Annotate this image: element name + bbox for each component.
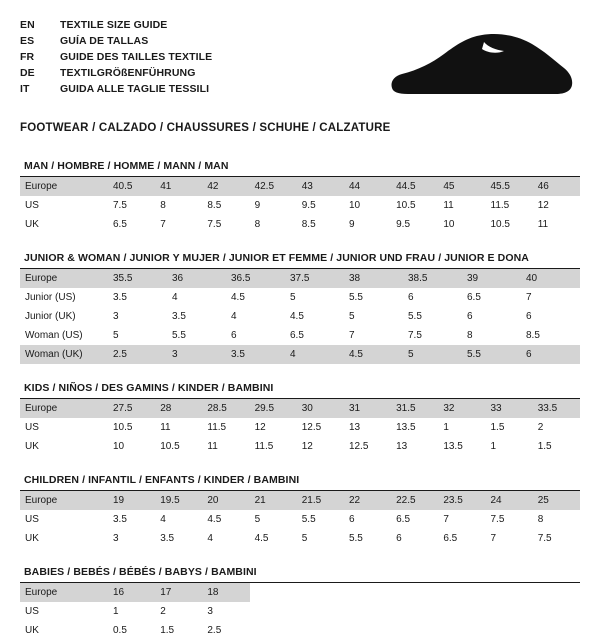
size-cell: 8.5	[207, 200, 222, 211]
size-cell: 30	[297, 399, 344, 418]
size-cell: 0.5	[113, 625, 127, 636]
size-cell: 6.5	[113, 219, 127, 230]
size-section-title: KIDS / NIÑOS / DES GAMINS / KINDER / BAMBINI	[20, 378, 580, 399]
size-cell: 8.5	[301, 219, 316, 230]
size-cell: 24	[486, 491, 533, 510]
size-cell: 7.5	[113, 200, 127, 211]
size-cell: 8	[537, 514, 544, 525]
size-cell: 4	[160, 514, 166, 525]
size-cell	[250, 621, 297, 640]
size-cell: 1	[113, 606, 119, 617]
size-cell: 4	[231, 311, 237, 322]
row-label: US	[25, 422, 39, 433]
row-label: Europe	[20, 269, 108, 288]
size-cell: 5.5	[462, 345, 521, 364]
size-cell: 6	[521, 345, 580, 364]
size-cell: 1	[443, 422, 449, 433]
table-row	[20, 437, 580, 456]
table-row	[20, 215, 580, 234]
size-cell: 6	[231, 330, 237, 341]
size-cell: 5.5	[349, 292, 363, 303]
size-cell: 5.5	[172, 330, 186, 341]
size-cell	[344, 621, 391, 640]
size-cell: 29.5	[250, 399, 297, 418]
size-section-title: MAN / HOMBRE / HOMME / MANN / MAN	[20, 156, 580, 177]
size-cell: 3.5	[113, 514, 127, 525]
size-cell: 1.5	[160, 625, 175, 636]
language-code: DE	[20, 67, 35, 79]
size-cell	[486, 602, 533, 621]
size-cell: 10.5	[490, 219, 510, 230]
size-cell	[533, 583, 580, 602]
size-cell: 40.5	[108, 177, 155, 196]
size-cell: 12	[301, 441, 313, 452]
table-row	[20, 399, 580, 418]
row-label: Junior (UK)	[25, 311, 76, 322]
section-gap	[20, 234, 580, 248]
size-cell: 10	[443, 219, 455, 230]
size-tables-container	[20, 156, 580, 640]
language-text: GUIDA ALLE TAGLIE TESSILI	[60, 83, 210, 95]
table-row	[20, 288, 580, 307]
size-cell: 6	[526, 311, 532, 322]
language-code: EN	[20, 19, 35, 31]
size-cell: 13	[348, 422, 361, 433]
size-cell: 6	[467, 311, 473, 322]
size-cell: 27.5	[108, 399, 155, 418]
size-cell: 5	[349, 311, 355, 322]
size-cell: 3	[207, 606, 213, 617]
row-label: Woman (US)	[25, 330, 83, 341]
size-cell: 7.5	[537, 533, 552, 544]
size-cell: 6.5	[467, 292, 481, 303]
size-cell: 35.5	[108, 269, 167, 288]
size-cell: 12.5	[348, 441, 369, 452]
size-section	[20, 156, 580, 234]
size-cell: 2.5	[108, 345, 167, 364]
size-cell: 9	[254, 200, 261, 211]
size-cell: 11.5	[490, 200, 510, 211]
size-table	[20, 269, 580, 364]
size-cell	[391, 621, 438, 640]
size-cell: 4	[172, 292, 178, 303]
size-cell: 22.5	[391, 491, 438, 510]
size-cell: 7	[490, 533, 497, 544]
table-row	[20, 583, 580, 602]
size-cell: 8.5	[526, 330, 540, 341]
size-cell: 5	[290, 292, 296, 303]
size-cell: 21.5	[297, 491, 344, 510]
size-cell	[438, 621, 485, 640]
table-row	[20, 269, 580, 288]
size-cell: 11.5	[254, 441, 274, 452]
size-cell: 38	[344, 269, 403, 288]
size-cell: 45	[438, 177, 485, 196]
size-cell: 33	[486, 399, 533, 418]
size-cell: 36	[167, 269, 226, 288]
size-cell: 43	[297, 177, 344, 196]
language-text: TEXTILGRÖßENFÜHRUNG	[60, 67, 196, 79]
size-cell	[533, 621, 580, 640]
size-cell: 22	[344, 491, 391, 510]
size-cell: 2.5	[207, 625, 222, 636]
section-gap	[20, 548, 580, 562]
size-cell: 10.5	[160, 441, 180, 452]
size-cell: 11	[537, 219, 549, 230]
size-cell: 10	[113, 441, 125, 452]
size-cell: 23.5	[438, 491, 485, 510]
size-cell: 19.5	[155, 491, 202, 510]
size-cell: 2	[537, 422, 544, 433]
size-cell	[438, 602, 485, 621]
size-cell	[344, 602, 391, 621]
size-cell	[250, 602, 297, 621]
size-cell: 3	[113, 311, 119, 322]
size-cell: 12	[537, 200, 549, 211]
size-cell	[486, 583, 533, 602]
size-cell: 4.5	[254, 533, 269, 544]
row-label: Europe	[20, 583, 108, 602]
size-cell: 11	[443, 200, 454, 211]
size-cell: 9.5	[396, 219, 411, 230]
size-cell: 32	[438, 399, 485, 418]
size-cell: 5	[113, 330, 119, 341]
language-text: GUIDE DES TAILLES TEXTILE	[60, 51, 213, 63]
size-cell: 4.5	[344, 345, 403, 364]
size-cell: 42	[202, 177, 249, 196]
size-cell: 4.5	[231, 292, 245, 303]
size-cell: 21	[250, 491, 297, 510]
size-cell: 5	[301, 533, 308, 544]
size-cell	[344, 583, 391, 602]
row-label: UK	[25, 219, 39, 230]
size-cell: 8	[254, 219, 261, 230]
size-cell: 9.5	[301, 200, 316, 211]
size-cell: 28	[155, 399, 202, 418]
size-cell: 31.5	[391, 399, 438, 418]
table-row	[20, 196, 580, 215]
language-row	[20, 82, 212, 97]
table-row	[20, 621, 580, 640]
size-cell: 7	[526, 292, 532, 303]
size-cell: 5	[403, 345, 462, 364]
size-cell: 6	[348, 514, 355, 525]
size-cell: 6.5	[443, 533, 458, 544]
size-cell	[391, 583, 438, 602]
size-cell: 7	[443, 514, 449, 525]
size-cell: 3.5	[226, 345, 285, 364]
row-label: US	[25, 606, 39, 617]
size-cell: 9	[348, 219, 355, 230]
size-section	[20, 378, 580, 456]
size-cell: 45.5	[486, 177, 533, 196]
size-cell: 7.5	[207, 219, 222, 230]
row-label: US	[25, 200, 39, 211]
size-section	[20, 562, 580, 640]
row-label: Europe	[20, 177, 108, 196]
page-header	[20, 18, 580, 108]
size-cell	[391, 602, 438, 621]
table-row	[20, 326, 580, 345]
size-cell: 4	[285, 345, 344, 364]
size-cell: 10.5	[113, 422, 133, 433]
table-row	[20, 491, 580, 510]
size-cell	[486, 621, 533, 640]
size-cell: 20	[202, 491, 249, 510]
section-gap	[20, 364, 580, 378]
size-cell: 7	[349, 330, 355, 341]
row-label: UK	[25, 625, 39, 636]
size-cell: 16	[108, 583, 155, 602]
language-code: IT	[20, 83, 30, 95]
size-table	[20, 491, 580, 548]
size-cell: 42.5	[250, 177, 297, 196]
size-cell: 13	[396, 441, 408, 452]
size-cell: 25	[533, 491, 580, 510]
size-cell: 11	[160, 422, 171, 433]
size-cell: 5.5	[301, 514, 316, 525]
size-cell: 10.5	[396, 200, 416, 211]
size-cell: 46	[533, 177, 580, 196]
language-code: ES	[20, 35, 35, 47]
size-cell	[438, 583, 485, 602]
language-code: FR	[20, 51, 35, 63]
size-cell: 7.5	[490, 514, 505, 525]
size-cell	[297, 602, 344, 621]
size-cell: 8	[160, 200, 166, 211]
language-row	[20, 50, 212, 65]
size-cell: 1	[490, 441, 497, 452]
size-cell: 3.5	[160, 533, 175, 544]
size-cell: 38.5	[403, 269, 462, 288]
size-table	[20, 177, 580, 234]
size-cell: 6.5	[290, 330, 304, 341]
size-cell: 2	[160, 606, 166, 617]
header-spacer	[20, 134, 580, 156]
language-text: TEXTILE SIZE GUIDE	[60, 19, 168, 31]
language-text: GUÍA DE TALLAS	[60, 35, 149, 47]
row-label: Europe	[20, 399, 108, 418]
table-row	[20, 345, 580, 364]
size-cell: 13.5	[443, 441, 463, 452]
size-section-title: JUNIOR & WOMAN / JUNIOR Y MUJER / JUNIOR ET FEMME / JUNIOR UND FRAU / JUNIOR E DONA	[20, 248, 580, 269]
language-row	[20, 18, 212, 33]
language-title-list	[20, 18, 212, 97]
row-label: UK	[25, 533, 39, 544]
size-cell: 3	[113, 533, 119, 544]
size-cell: 7.5	[408, 330, 422, 341]
size-cell: 4.5	[290, 311, 304, 322]
size-cell: 44	[344, 177, 391, 196]
category-title: FOOTWEAR / CALZADO / CHAUSSURES / SCHUHE / CALZATURE	[20, 122, 391, 134]
language-row	[20, 34, 212, 49]
size-table	[20, 583, 580, 640]
table-row	[20, 602, 580, 621]
size-cell: 1.5	[490, 422, 505, 433]
size-cell: 19	[108, 491, 155, 510]
size-cell: 41	[155, 177, 202, 196]
size-cell: 11.5	[207, 422, 227, 433]
size-section-title: CHILDREN / INFANTIL / ENFANTS / KINDER / BAMBINI	[20, 470, 580, 491]
size-cell: 3	[167, 345, 226, 364]
size-cell: 11	[207, 441, 218, 452]
size-cell: 4.5	[207, 514, 222, 525]
size-cell: 6	[408, 292, 414, 303]
size-cell: 3.5	[113, 292, 127, 303]
size-cell: 12	[254, 422, 266, 433]
size-cell: 37.5	[285, 269, 344, 288]
size-cell: 5.5	[348, 533, 363, 544]
size-cell	[297, 583, 344, 602]
size-cell: 7	[160, 219, 166, 230]
size-cell: 36.5	[226, 269, 285, 288]
size-cell	[533, 602, 580, 621]
size-cell: 40	[521, 269, 580, 288]
size-section	[20, 248, 580, 364]
size-cell: 6	[396, 533, 402, 544]
size-cell: 28.5	[202, 399, 249, 418]
row-label: Woman (UK)	[20, 345, 108, 364]
row-label: UK	[25, 441, 39, 452]
size-cell: 18	[202, 583, 249, 602]
size-cell: 44.5	[391, 177, 438, 196]
size-table	[20, 399, 580, 456]
table-row	[20, 307, 580, 326]
table-row	[20, 418, 580, 437]
size-cell: 6.5	[396, 514, 411, 525]
section-gap	[20, 456, 580, 470]
size-cell: 39	[462, 269, 521, 288]
size-cell: 3.5	[172, 311, 186, 322]
table-row	[20, 177, 580, 196]
size-cell	[297, 621, 344, 640]
size-section-title: BABIES / BEBÉS / BÉBÉS / BABYS / BAMBINI	[20, 562, 580, 583]
row-label: Junior (US)	[25, 292, 76, 303]
size-cell: 31	[344, 399, 391, 418]
size-cell	[250, 583, 297, 602]
size-cell: 17	[155, 583, 202, 602]
size-cell: 5.5	[408, 311, 422, 322]
size-cell: 8	[467, 330, 473, 341]
size-section	[20, 470, 580, 548]
table-row	[20, 529, 580, 548]
size-cell: 12.5	[301, 422, 322, 433]
size-cell: 5	[254, 514, 261, 525]
size-cell: 1.5	[537, 441, 552, 452]
table-row	[20, 510, 580, 529]
size-cell: 4	[207, 533, 213, 544]
size-cell: 10	[348, 200, 361, 211]
size-cell: 33.5	[533, 399, 580, 418]
language-row	[20, 66, 212, 81]
row-label: US	[25, 514, 39, 525]
dress-shoe-silhouette-icon	[384, 30, 574, 108]
size-cell: 13.5	[396, 422, 416, 433]
row-label: Europe	[20, 491, 108, 510]
